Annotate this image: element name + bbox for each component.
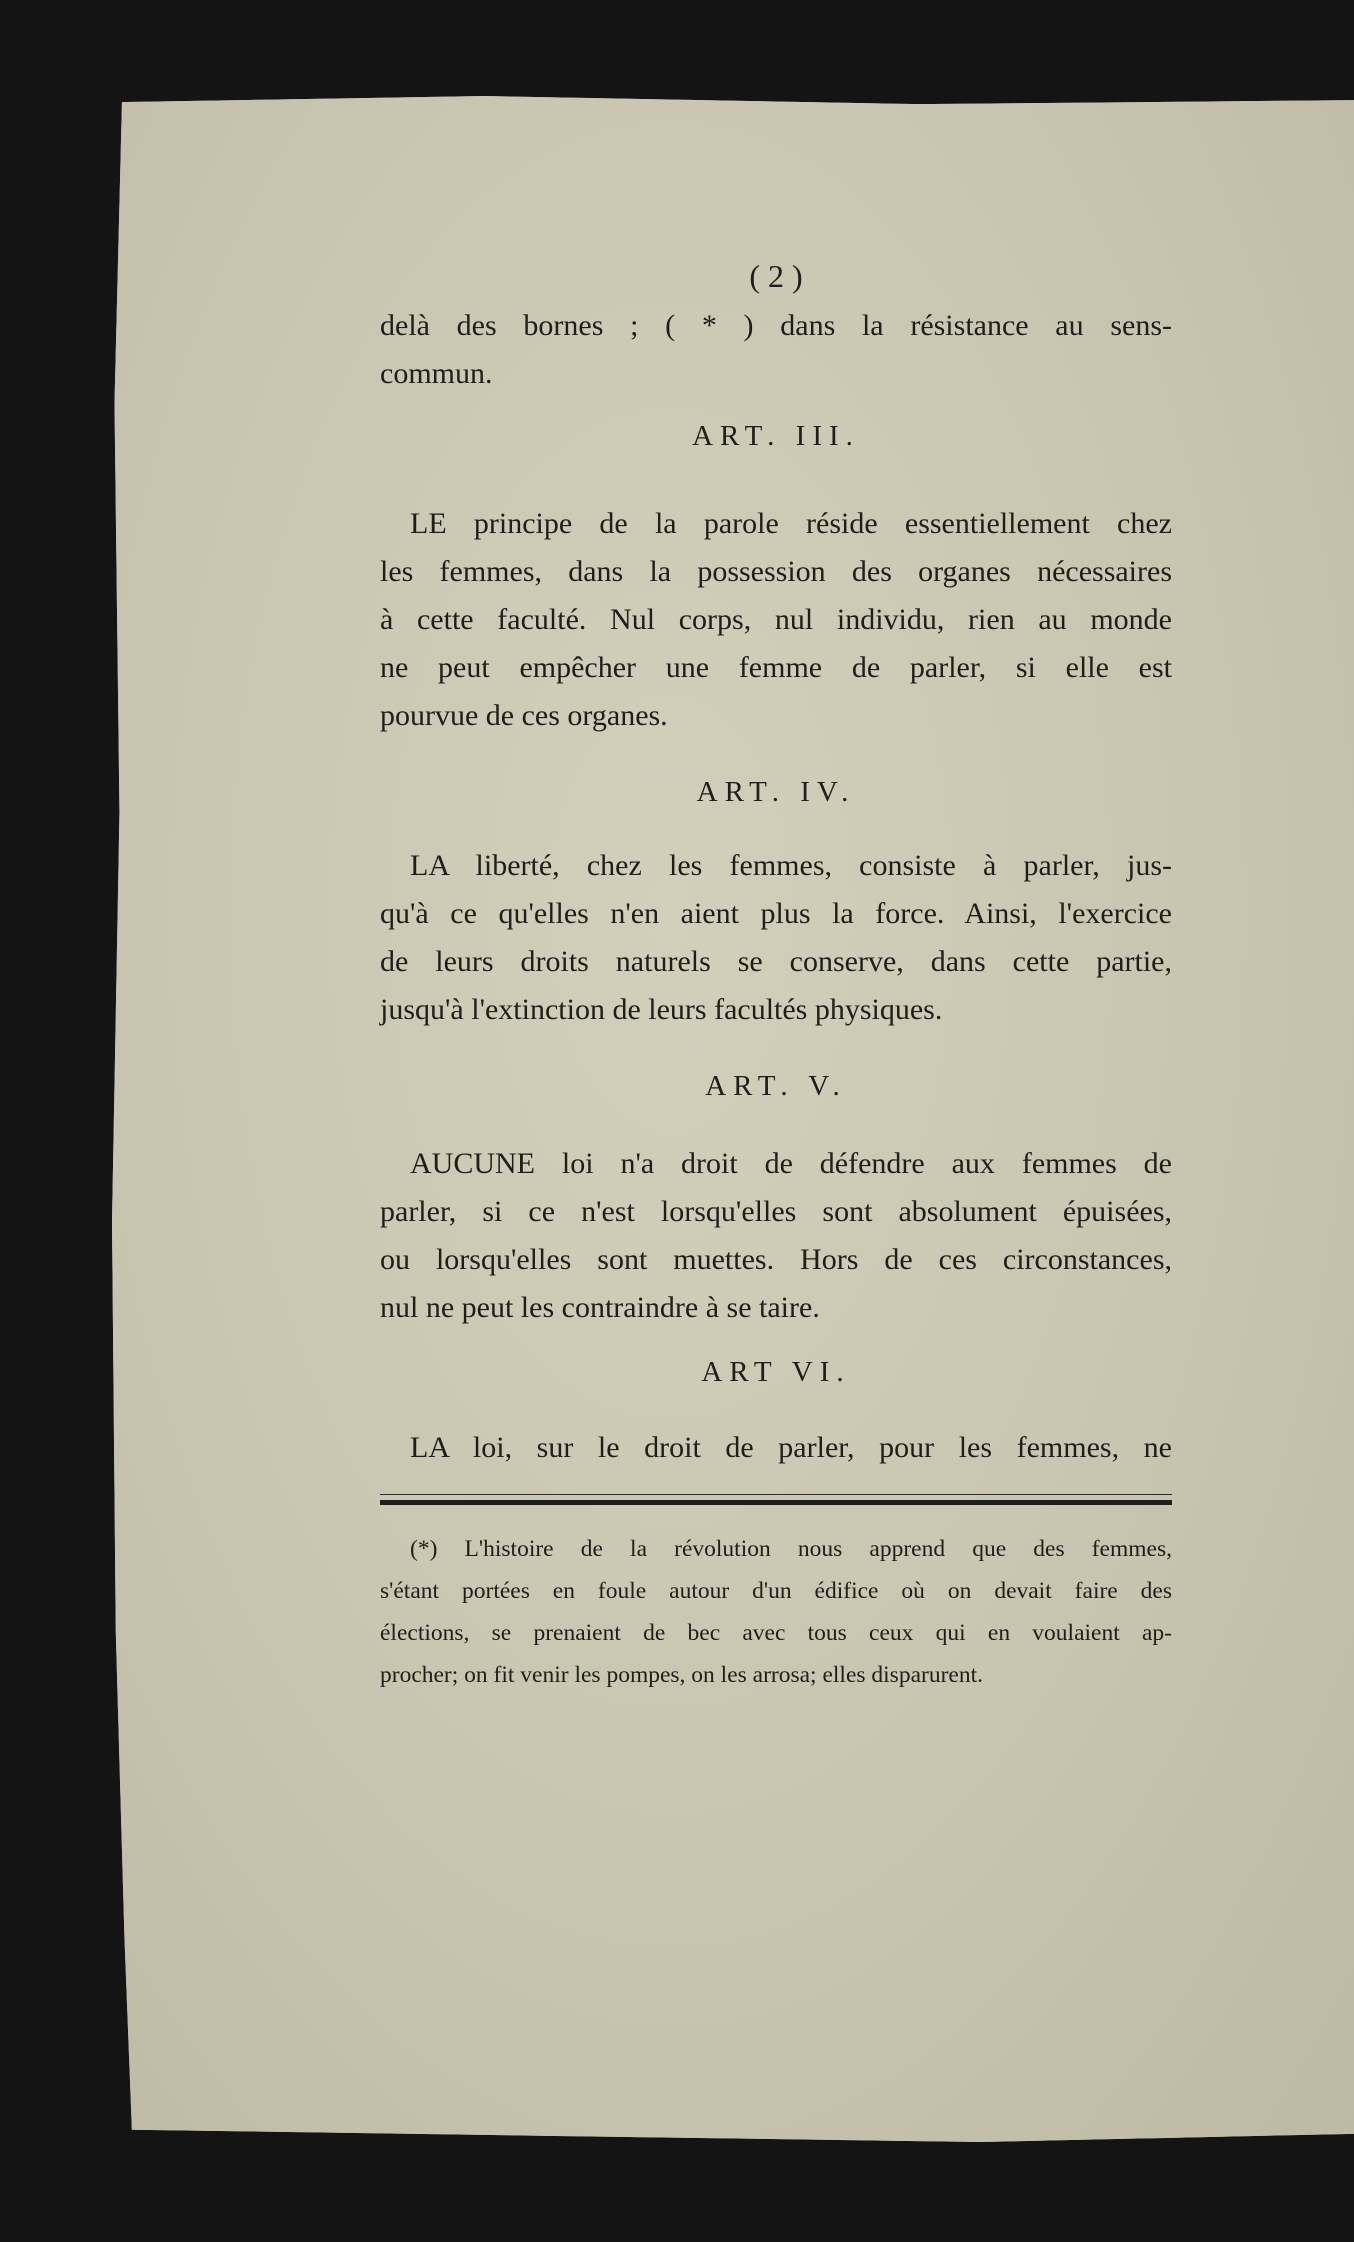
text-line: jusqu'à l'extinction de leurs facultés physiques. [380,993,943,1026]
page-number: ( 2 ) [749,258,803,294]
article-4-paragraph [380,842,1172,1034]
footnote [380,1528,1172,1696]
article-6-heading: ART VI. [701,1356,851,1388]
footnote-line: procher; on fit venir les pompes, on les arrosa; elles disparurent. [380,1662,983,1688]
paper-page [112,96,1354,2142]
text-line: ne peut empêcher une femme de parler, si elle est [380,651,1172,684]
footnote-line: s'étant portées en foule autour d'un édifice où on devait faire des [380,1578,1172,1604]
footnote-line: (*) L'histoire de la révolution nous apprend que des femmes, [410,1536,1172,1562]
text-line: à cette faculté. Nul corps, nul individu, rien au monde [380,603,1172,636]
article-4-heading: ART. IV. [696,776,856,808]
text-line: LE principe de la parole réside essentiellement chez [410,507,1172,540]
text-line: les femmes, dans la possession des organes nécessaires [380,555,1172,588]
text-line: ou lorsqu'elles sont muettes. Hors de ces circonstances, [380,1243,1172,1276]
article-3-heading: ART. III. [692,420,860,452]
article-5-heading: ART. V. [705,1070,847,1102]
text-line: delà des bornes ; ( * ) dans la résistance au sens- [380,309,1172,342]
footnote-line: élections, se prenaient de bec avec tous ceux qui en voulaient ap- [380,1620,1172,1646]
text-line: de leurs droits naturels se conserve, dans cette partie, [380,945,1172,978]
text-line: qu'à ce qu'elles n'en aient plus la force. Ainsi, l'exercice [380,897,1172,930]
text-line: LA loi, sur le droit de parler, pour les femmes, ne [410,1431,1172,1464]
text-line: commun. [380,357,493,390]
text-line: AUCUNE loi n'a droit de défendre aux femmes de [410,1147,1172,1180]
text-line: parler, si ce n'est lorsqu'elles sont absolument épuisées, [380,1195,1172,1228]
article-3-paragraph [380,500,1172,740]
footnote-rule [380,1500,1172,1505]
text-line: LA liberté, chez les femmes, consiste à parler, jus- [410,849,1172,882]
text-line: pourvue de ces organes. [380,699,668,732]
intro-paragraph [380,302,1172,398]
article-6-paragraph [380,1424,1172,1472]
article-5-paragraph [380,1140,1172,1332]
text-line: nul ne peut les contraindre à se taire. [380,1291,820,1324]
